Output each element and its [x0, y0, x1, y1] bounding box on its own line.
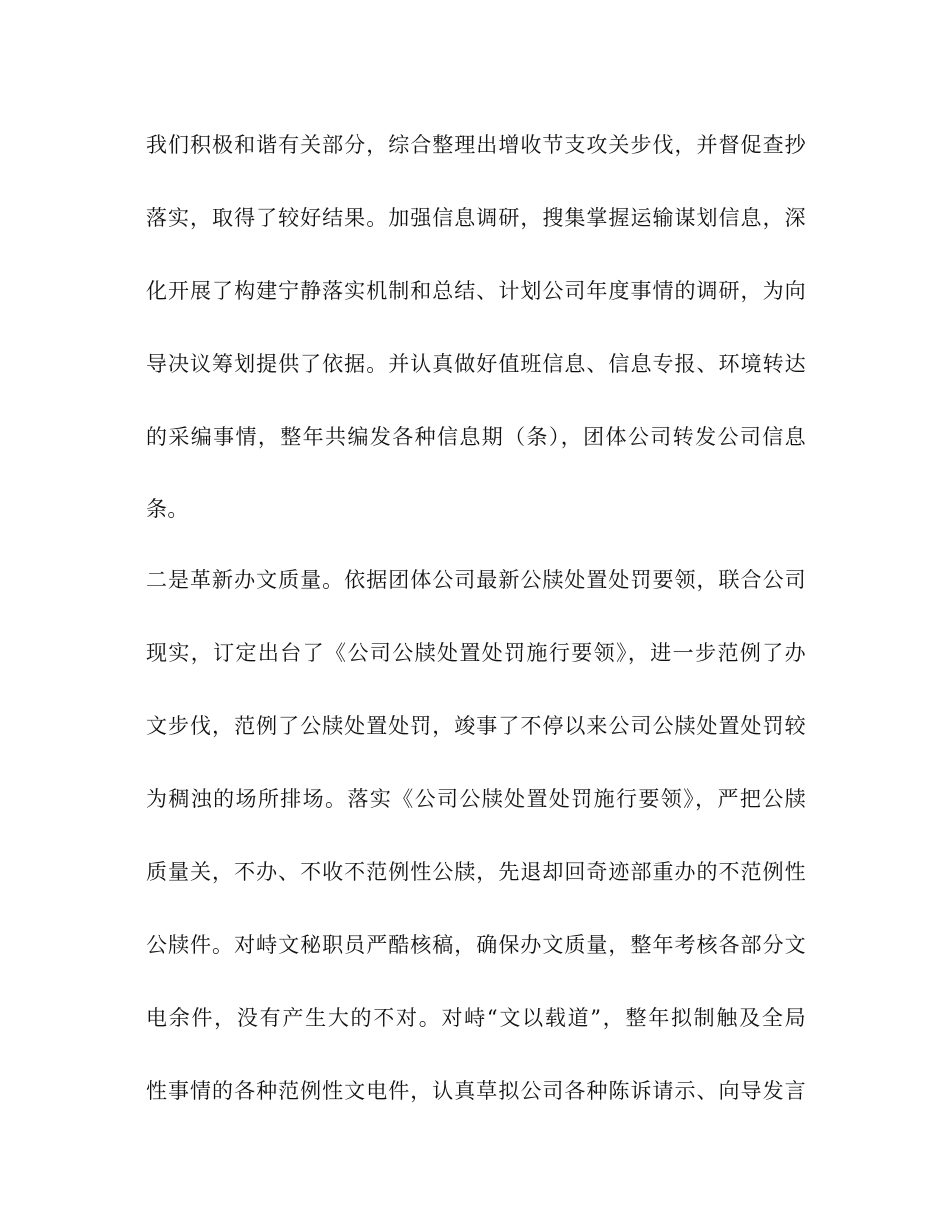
paragraph-line: 化开展了构建宁静落实机制和总结、计划公司年度事情的调研，为向 — [146, 279, 806, 303]
paragraph-line: 导决议筹划提供了依据。并认真做好值班信息、信息专报、环境转达 — [146, 352, 806, 376]
paragraph-line: 性事情的各种范例性文电件，认真草拟公司各种陈诉请示、向导发言 — [146, 1079, 806, 1103]
paragraph-line: 的采编事情，整年共编发各种信息期（条），团体公司转发公司信息 — [146, 425, 806, 449]
paragraph-line: 电余件，没有产生大的不对。对峙“文以载道”，整年拟制触及全局 — [146, 1006, 806, 1030]
paragraph-line: 公牍件。对峙文秘职员严酷核稿，确保办文质量，整年考核各部分文 — [146, 933, 806, 957]
paragraph-line: 现实，订定出台了《公司公牍处置处罚施行要领》，进一步范例了办 — [146, 641, 806, 665]
paragraph-line: 为稠浊的场所排场。落实《公司公牍处置处罚施行要领》，严把公牍 — [146, 787, 806, 811]
paragraph-line: 质量关，不办、不收不范例性公牍，先退却回奇迹部重办的不范例性 — [146, 860, 806, 884]
paragraph-line: 二是革新办文质量。依据团体公司最新公牍处置处罚要领，联合公司 — [146, 568, 806, 592]
paragraph-line: 文步伐，范例了公牍处置处罚，竣事了不停以来公司公牍处置处罚较 — [146, 714, 806, 738]
paragraph-line: 我们积极和谐有关部分，综合整理出增收节支攻关步伐，并督促查抄 — [146, 133, 806, 157]
paragraph-line: 条。 — [146, 497, 189, 521]
paragraph-line: 落实，取得了较好结果。加强信息调研，搜集掌握运输谋划信息，深 — [146, 206, 806, 230]
